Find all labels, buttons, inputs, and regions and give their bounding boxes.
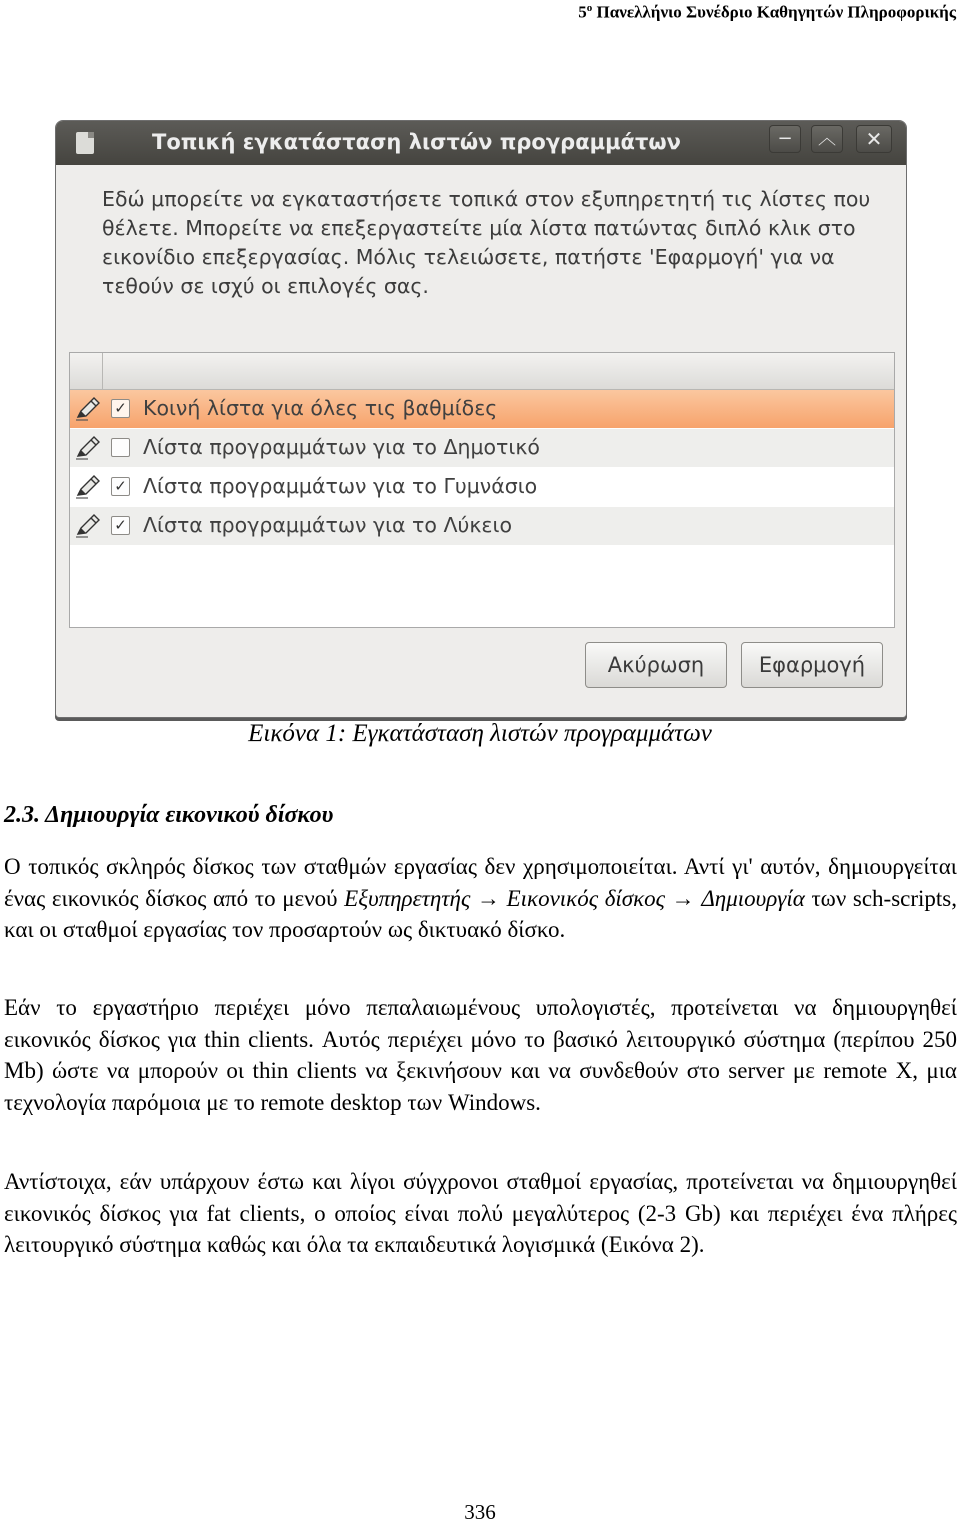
row-checkbox[interactable]: ✓ [111, 477, 130, 496]
install-lists-dialog [55, 120, 907, 718]
maximize-button[interactable]: ︿ [811, 125, 843, 153]
row-label: Λίστα προγραμμάτων για το Λύκειο [143, 513, 512, 537]
paragraph-virtual-disk: Ο τοπικός σκληρός δίσκος των σταθμών εργασίας δεν χρησιμοποιείται. Αντί γι' αυτόν, δημιουργείται ένας εικονικός δίσκος από το μενού Εξυπηρετητής → Εικονικός δίσκος → Δημιουργία των sch-scripts, και οι σταθμοί εργασίας τον προσαρτούν ως δικτυακό δίσκο. [4, 854, 957, 942]
document-icon [76, 132, 94, 154]
cancel-button[interactable]: Ακύρωση [585, 642, 727, 688]
section-title: 2.3. Δημιουργία εικονικού δίσκου [4, 802, 334, 828]
dialog-title: Τοπική εγκατάσταση λιστών προγραμμάτων [152, 130, 681, 154]
list-row-common[interactable] [70, 390, 894, 428]
list-row-gymnasium[interactable] [70, 468, 894, 506]
apply-button[interactable]: Εφαρμογή [741, 642, 883, 688]
edit-pencil-icon[interactable] [74, 434, 102, 462]
row-label: Λίστα προγραμμάτων για το Δημοτικό [143, 435, 540, 459]
dialog-titlebar[interactable] [56, 121, 906, 165]
edit-pencil-icon[interactable] [74, 473, 102, 501]
column-separator [102, 353, 103, 389]
row-checkbox[interactable] [111, 438, 130, 457]
close-button[interactable]: ✕ [856, 125, 892, 153]
edit-pencil-icon[interactable] [74, 512, 102, 540]
running-header: $5^o$ Πανελλήνιο Συνέδριο Καθηγητών Πληροφορικής [578, 2, 956, 22]
paragraph-fat-clients: Αντίστοιχα, εάν υπάρχουν έστω και λίγοι σύγχρονοι σταθμοί εργασίας, προτείνεται να δημιουργηθεί εικονικός δίσκος για fat clients, ο οποίος είναι πολύ μεγαλύτερος (2-3 Gb) και περιέχει ένα πλήρες λειτουργικό σύστημα καθώς και όλα τα εκπαιδευτικά λογισμικά (Εικόνα 2). [4, 1169, 957, 1257]
row-label: Λίστα προγραμμάτων για το Γυμνάσιο [143, 474, 538, 498]
edit-pencil-icon[interactable] [74, 395, 102, 423]
table-header[interactable] [70, 353, 894, 390]
row-checkbox[interactable]: ✓ [111, 399, 130, 418]
figure-caption: Εικόνα 1: Εγκατάσταση λιστών προγραμμάτων [248, 720, 712, 747]
row-checkbox[interactable]: ✓ [111, 516, 130, 535]
dialog-intro-text: Εδώ μπορείτε να εγκαταστήσετε τοπικά στον εξυπηρετητή τις λίστες που θέλετε. Μπορείτε να επεξεργαστείτε μία λίστα πατώντας διπλό κλικ στο εικονίδιο επεξεργασίας. Μόλις τελειώσετε, πατήστε 'Εφαρμογή' για να τεθούν σε ισχύ οι επιλογές σας. [102, 187, 871, 298]
paragraph-thin-clients: Εάν το εργαστήριο περιέχει μόνο πεπαλαιωμένους υπολογιστές, προτείνεται να δημιουργηθεί εικονικός δίσκος για thin clients. Αυτός περιέχει μόνο το βασικό λειτουργικό σύστημα (περίπου 250 Mb) ώστε να μπορούν οι thin clients να ξεκινήσουν και να συνδεθούν στο server με remote X, μια τεχνολογία παρόμοια με το remote desktop των Windows. [4, 995, 957, 1115]
program-lists-table[interactable] [69, 352, 895, 628]
minimize-button[interactable]: − [769, 125, 801, 153]
row-label: Κοινή λίστα για όλες τις βαθμίδες [143, 396, 498, 420]
page-number: 336 [464, 1500, 496, 1524]
list-row-primary[interactable] [70, 429, 894, 467]
list-row-lyceum[interactable] [70, 507, 894, 545]
